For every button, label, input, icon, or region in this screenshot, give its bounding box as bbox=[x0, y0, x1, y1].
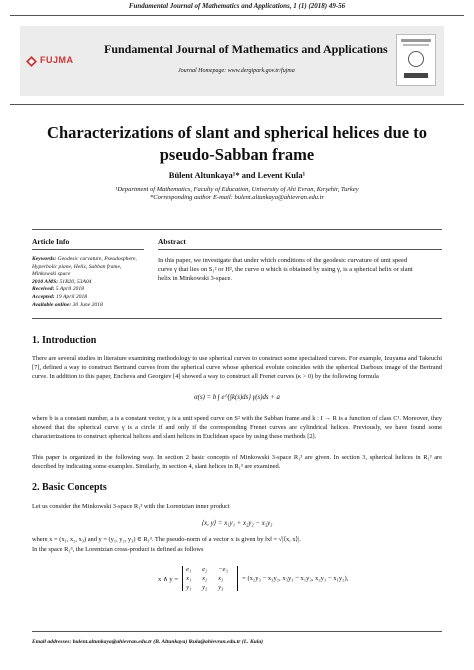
abstract-text: In this paper, we investigate that under which conditions of the geodesic curvature of unit speed curve γ that lies on S₁² or H², the curve α which is obtained by using γ, is a spherical helix or slant helix in Minkowski 3-space. bbox=[158, 257, 413, 282]
header-rule bbox=[10, 15, 464, 16]
info-heading-rule bbox=[32, 249, 144, 250]
article-info bbox=[32, 256, 144, 309]
article-title: Characterizations of slant and spherical helices due to pseudo-Sabban frame bbox=[47, 123, 427, 164]
cross-product-equation bbox=[158, 566, 348, 591]
intro-paragraph-3: This paper is organized in the following way. In section 2 basic concepts of Minkowski 3-space R₁³ are given. In section 3, spherical helices in R₁³ are described by indicating some examples. Similarly, in section 4, slant helices in R₁³ are examined. bbox=[32, 454, 442, 470]
fujma-logo-icon bbox=[26, 54, 37, 65]
affiliation-line: ¹Department of Mathematics, Faculty of Education, University of Ahi Evran, Kırşehir, Turkey bbox=[115, 186, 359, 193]
journal-homepage[interactable]: Journal Homepage: www.dergipark.gov.tr/fujma bbox=[178, 68, 295, 74]
cross-product-matrix: e₁ e₂ −e₃ x₁ x₂ x₃ y₁ y₂ y₃ bbox=[182, 566, 238, 591]
abstract-heading: Abstract bbox=[158, 237, 186, 246]
basic-paragraph-2: where x = (x₁, x₂, x₃) and y = (y₁, y₂, y₃) ∈ R₁³. The pseudo-norm of a vector x is given by ‖x‖ = √|⟨x, x⟩|. bbox=[32, 536, 301, 543]
footer-rule bbox=[32, 631, 442, 632]
footer-emails: Email addresses: bulent.altunkaya@ahievran.edu.tr (B. Altunkaya) lkula@ahievran.edu.tr (L. Kula) bbox=[32, 639, 264, 645]
intro-paragraph-2: where b is a constant number, a is a constant vector, γ is a unit speed curve on S² with the Sabban frame and k : I → R is a function of class C¹. Moreover, they showed that the spherical curve γ is a circle if and only if the corresponding Frenet curves are cylindrical helices. Previously, we have found some characterizations to construct spherical helices and slant helices in Euclidean space by using these methods [2]. bbox=[32, 415, 442, 440]
abstract-heading-rule bbox=[158, 249, 442, 250]
banner-rule bbox=[10, 104, 464, 105]
running-header: Fundamental Journal of Mathematics and Applications, 1 (1) (2018) 49-56 bbox=[128, 2, 346, 10]
corresponding-author: *Corresponding author E-mail: bulent.altunkaya@ahievran.edu.tr bbox=[150, 194, 324, 201]
journal-cover-icon bbox=[396, 34, 436, 86]
journal-name: Fundamental Journal of Mathematics and Applications bbox=[104, 42, 388, 56]
article-authors: Bülent Altunkaya¹* and Levent Kula¹ bbox=[168, 170, 306, 180]
online-date: Available online: 30 June 2018 bbox=[32, 301, 103, 308]
info-top-rule bbox=[32, 229, 442, 230]
publisher-logo bbox=[26, 54, 74, 65]
section-introduction-heading: 1. Introduction bbox=[32, 335, 97, 346]
received-date: Received: 5 April 2018 bbox=[32, 286, 84, 293]
basic-paragraph-3: In the space R₁³, the Lorentzian cross-product is defined as follows bbox=[32, 546, 204, 553]
keywords: Keywords: Geodesic curvature, Pseudosphere, Hyperbolic plane, Helix, Sabban frame, Minkowski space bbox=[32, 256, 137, 278]
cross-product-rhs: = (x₂y₃ − x₃y₂, x₃y₁ − x₁y₃, x₂y₁ − x₁y₂), bbox=[242, 575, 349, 582]
basic-paragraph-1: Let us consider the Minkowski 3-space R₁³ with the Lorentzian inner product bbox=[32, 503, 230, 510]
cross-product-lhs: x ∧ y = bbox=[158, 575, 179, 583]
article-affiliation bbox=[0, 186, 474, 202]
intro-paragraph-1: There are several studies in literature examining methodology to use spherical curves to construct some specialized curves. For example, Izuyama and Takeuchi [7], defined a way to construct Bertrand curves from the spherical curve whose spherical evolute coincides with the spherical Darboux image of the Bertrand curve. In addition to this paper, Encheva and Georgiev [4] showed a way to construct all Frenet curves (κ > 0) by the following formula bbox=[32, 355, 442, 380]
publisher-logo-text: FUJMA bbox=[40, 54, 74, 65]
article-info-heading: Article Info bbox=[32, 237, 70, 246]
section-basic-concepts-heading: 2. Basic Concepts bbox=[32, 482, 107, 493]
journal-banner bbox=[20, 26, 444, 96]
inner-product-equation: ⟨x, y⟩ = x₁y₁ + x₂y₂ − x₃y₃ bbox=[201, 520, 273, 527]
ams-classification: 2010 AMS: 51B20, 53A04 bbox=[32, 278, 92, 285]
info-bottom-rule bbox=[32, 318, 442, 319]
accepted-date: Accepted: 19 April 2018 bbox=[32, 293, 88, 300]
intro-equation: α(s) = b ∫ e^{∫k(s)ds} γ(s)ds + a bbox=[194, 394, 280, 401]
